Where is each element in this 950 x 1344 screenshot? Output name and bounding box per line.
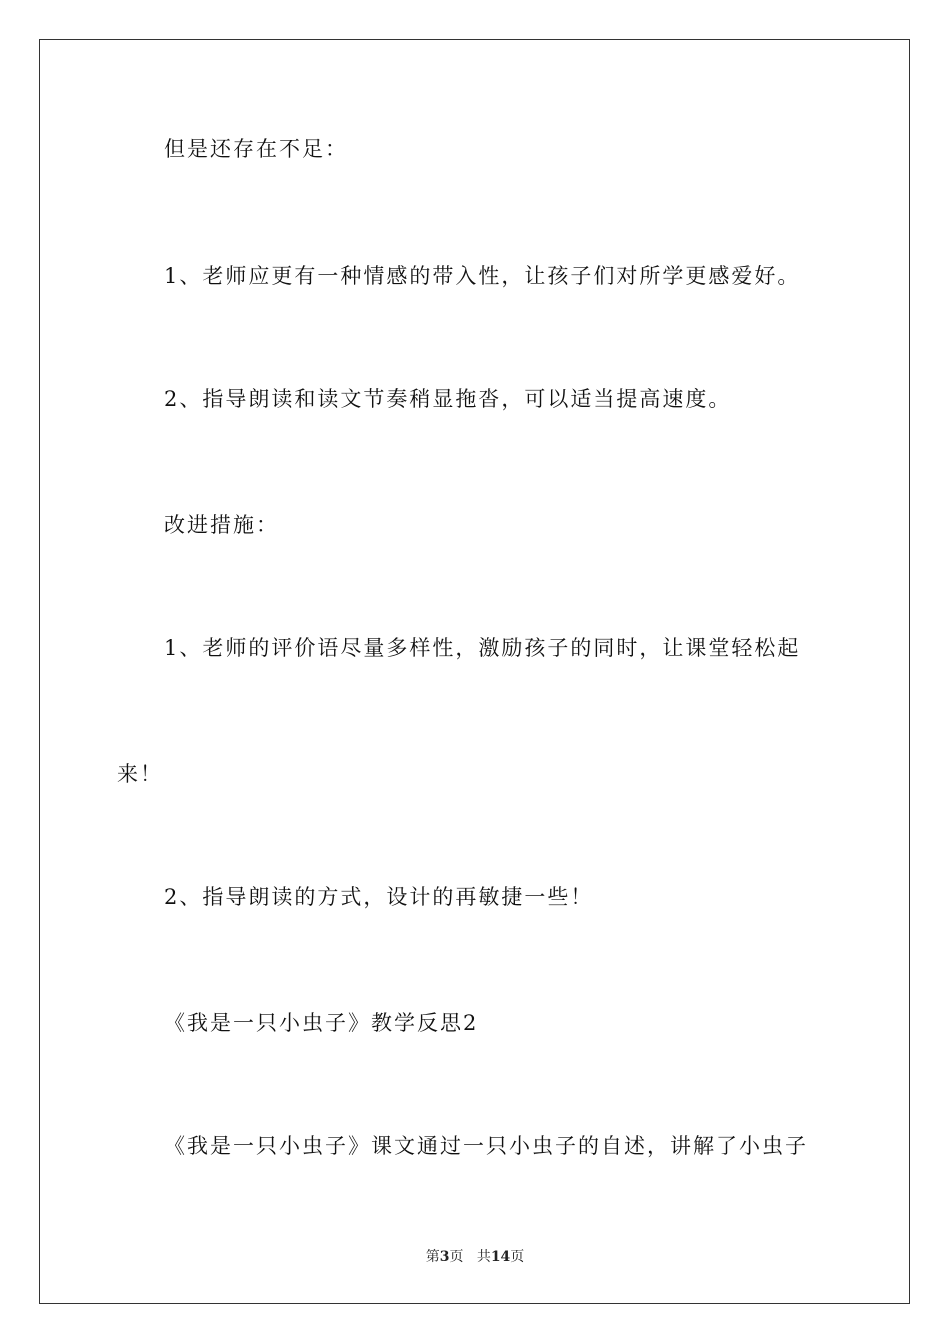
paragraph-shortcoming-2: 2、指导朗读和读文节奏稍显拖沓，可以适当提高速度。	[164, 387, 732, 411]
footer-total-suffix: 页	[510, 1249, 525, 1265]
paragraph-reflection-2-intro: 《我是一只小虫子》课文通过一只小虫子的自述，讲解了小虫子	[164, 1134, 808, 1158]
footer-page-number: 3	[439, 1249, 450, 1265]
paragraph-improvement-1: 1、老师的评价语尽量多样性，激励孩子的同时，让课堂轻松起	[164, 636, 801, 660]
page-footer	[0, 1247, 950, 1267]
footer-page-suffix: 页	[449, 1249, 464, 1265]
footer-total-pages: 14	[490, 1249, 511, 1265]
section-title-reflection-2: 《我是一只小虫子》教学反思2	[164, 1011, 479, 1035]
page-border	[39, 39, 910, 1304]
paragraph-improvements-heading: 改进措施：	[164, 513, 279, 537]
paragraph-improvement-1-continued: 来！	[117, 762, 163, 786]
paragraph-shortcoming-1: 1、老师应更有一种情感的带入性，让孩子们对所学更感爱好。	[164, 264, 801, 288]
footer-page-prefix: 第	[425, 1249, 440, 1265]
paragraph-improvement-2: 2、指导朗读的方式，设计的再敏捷一些！	[164, 885, 594, 909]
footer-total-prefix: 共	[476, 1249, 491, 1265]
paragraph-shortcomings-heading: 但是还存在不足：	[164, 137, 348, 161]
